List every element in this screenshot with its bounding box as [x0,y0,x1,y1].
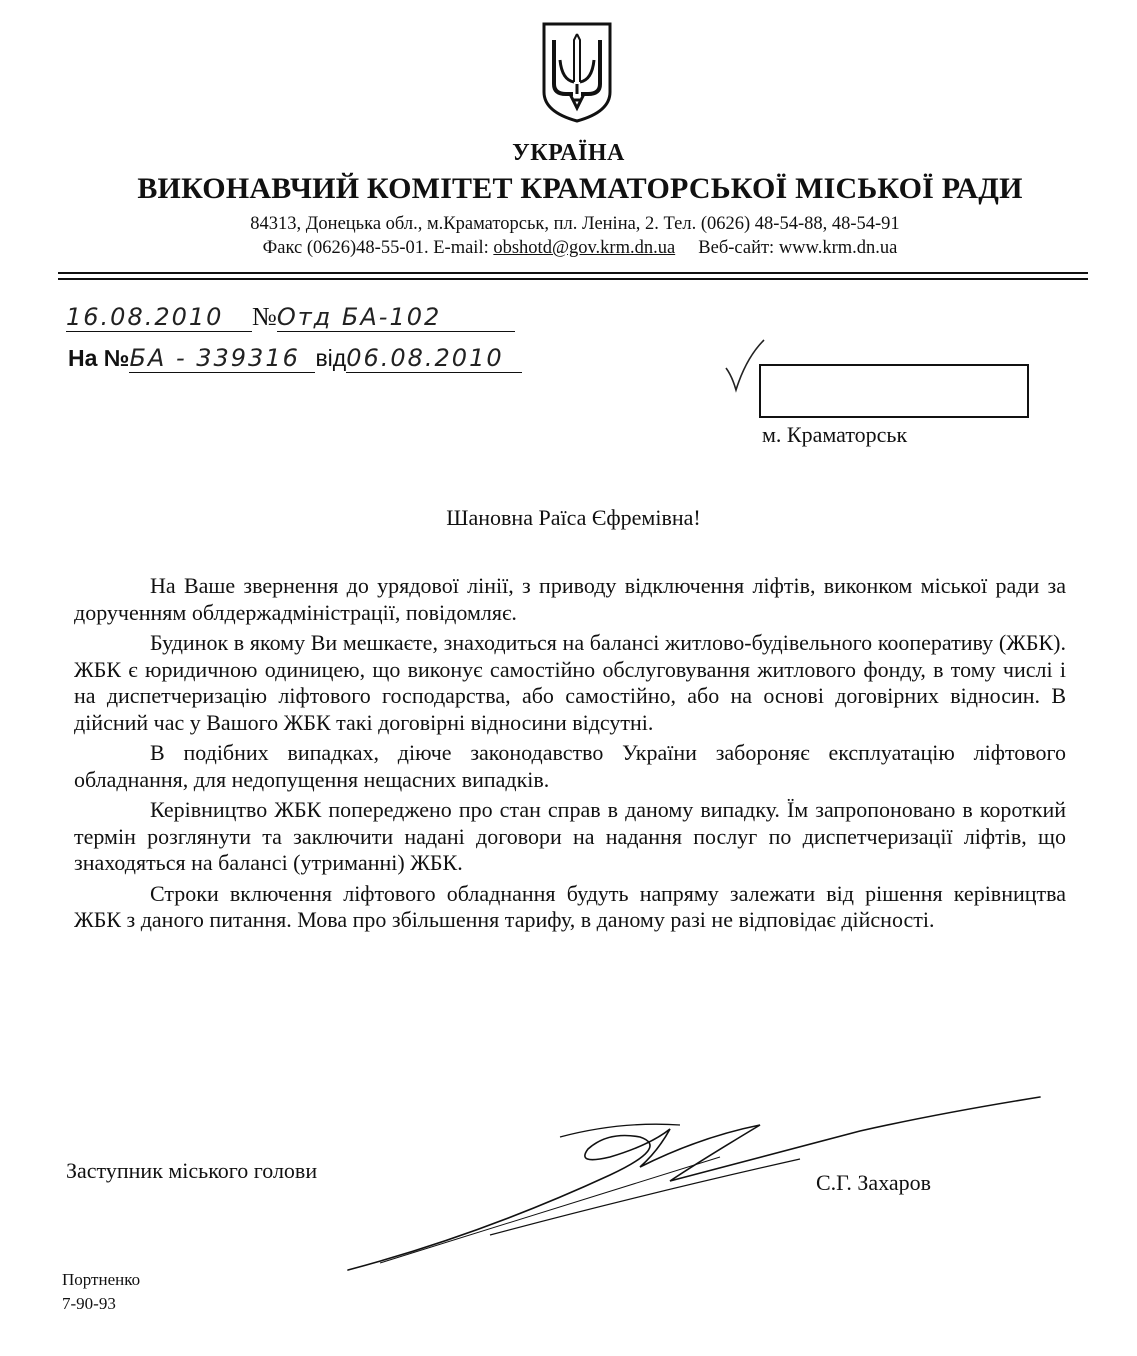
executor-phone: 7-90-93 [62,1294,116,1313]
fax-text: Факс (0626)48-55-01. E-mail: [262,238,494,258]
address-line: 84313, Донецька обл., м.Краматорськ, пл. Леніна, 2. Тел. (0626) 48-54-88, 48-54-91 [250,214,900,234]
paragraph: В подібних випадках, діюче законодавство України забороняє експлуатацію ліфтового обладнання, для недопущення нещасних випадків. [74,740,1066,792]
header-divider-second [58,278,1088,280]
executor-name: Портненко [62,1270,141,1289]
paragraph: Будинок в якому Ви мешкаєте, знаходиться на балансі житлово-будівельного кооперативу (ЖБК). ЖБК є юридичною одиницею, що виконує самостійно обслуговування житлового фонду, в тому числі і на диспетчеризацію ліфтового господарства, або самостійно, або на основі договірних відносин. В дійсний час у Вашого ЖБК такі договірні відносини відсутні. [74,630,1066,735]
coat-of-arms-icon [540,20,614,124]
outgoing-date: 16.08.2010 [66,303,252,332]
reply-number: БА - 339316 [129,344,315,373]
reply-date: 06.08.2010 [346,344,522,373]
incoming-reference [68,344,522,373]
email-link[interactable]: obshotd@gov.krm.dn.ua [493,238,676,258]
paragraph: Керівництво ЖБК попереджено про стан справ в даному випадку. Їм запропоновано в короткий термін розглянути та заключити надані договори на надання послуг по диспетчеризації ліфтів, що знаходяться на балансі (утриманні) ЖБК. [74,797,1066,875]
paragraph: Строки включення ліфтового обладнання будуть напряму залежати від рішення керівництва ЖБК з даного питання. Мова про збільшення тарифу, в даному разі не відповідає дійсності. [74,880,1066,932]
number-sign: № [252,302,277,331]
signatory-name: С.Г. Захаров [816,1170,932,1195]
outgoing-number: Отд БА-102 [277,303,515,332]
header-divider [58,272,1088,274]
outgoing-registration [66,302,515,332]
website-text: Веб-сайт: www.krm.dn.ua [698,238,898,258]
recipient-redacted-box [759,364,1029,418]
signatory-role: Заступник міського голови [66,1158,318,1183]
reply-prefix: На № [68,345,130,371]
country-name: УКРАЇНА [512,140,625,166]
paragraph: На Ваше звернення до урядової лінії, з приводу відключення ліфтів, виконком міської ради за дорученням облдержадміністрації, повідомляє. [74,573,1066,625]
greeting: Шановна Раїса Єфремівна! [446,505,701,530]
reply-from-label: від [315,345,347,371]
recipient-city: м. Краматорськ [762,422,908,447]
handwritten-signature [340,1085,1060,1285]
contact-line [0,238,1137,259]
organization-name: ВИКОНАВЧИЙ КОМІТЕТ КРАМАТОРСЬКОЇ МІСЬКОЇ РАДИ [137,172,1023,205]
letter-body [74,573,1066,938]
